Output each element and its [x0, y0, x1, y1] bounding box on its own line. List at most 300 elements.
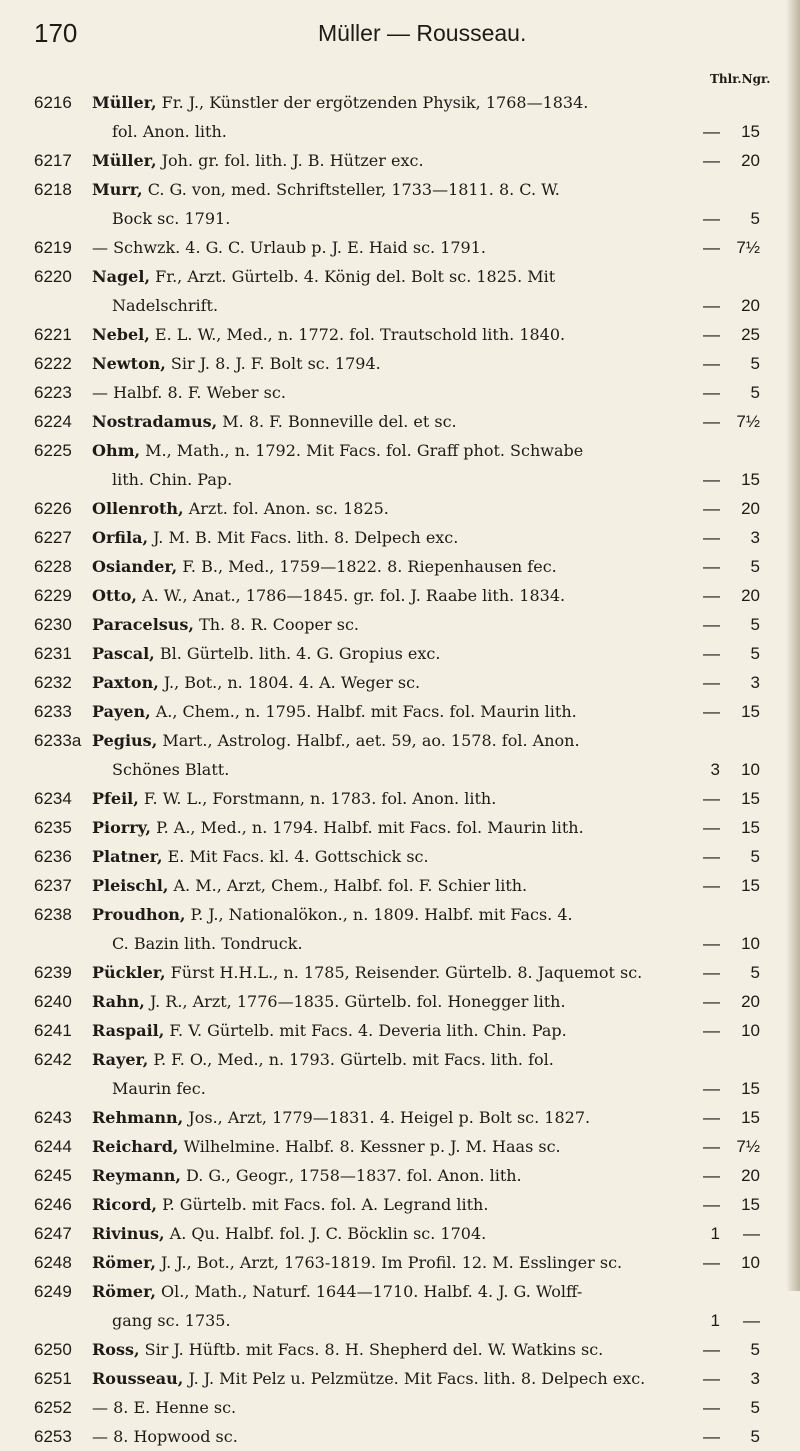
catalog-entry: [0, 842, 800, 871]
entry-continuation-line: [0, 117, 800, 146]
entry-line: [0, 697, 800, 726]
entry-description: Wilhelmine. Halbf. 8. Kessner p. J. M. Haas sc.: [178, 1137, 561, 1156]
price-thaler: —: [703, 238, 720, 257]
entry-line: [0, 987, 800, 1016]
entry-text: [92, 1132, 732, 1161]
entry-description: P. Gürtelb. mit Facs. fol. A. Legrand lith.: [156, 1195, 489, 1214]
entry-name: Müller,: [92, 151, 157, 170]
entry-description: — Schwzk. 4. G. C. Urlaub p. J. E. Haid sc. 1791.: [92, 238, 486, 257]
entry-line: [0, 88, 800, 117]
entry-number: 6244: [34, 1137, 72, 1156]
entry-description: Th. 8. R. Cooper sc.: [193, 615, 359, 634]
price-neugroschen: 5: [750, 1340, 760, 1359]
catalog-entry: [0, 262, 800, 320]
entry-description: E. Mit Facs. kl. 4. Gottschick sc.: [162, 847, 429, 866]
entry-line: [0, 842, 800, 871]
price-neugroschen: 25: [741, 325, 760, 344]
price-thaler: —: [703, 963, 720, 982]
entry-text: [92, 1393, 732, 1422]
entry-line: [0, 1393, 800, 1422]
entry-price: [684, 146, 760, 175]
entry-number: 6234: [34, 789, 72, 808]
entry-text: [112, 1306, 732, 1335]
entry-line: [0, 871, 800, 900]
price-neugroschen: 10: [741, 934, 760, 953]
entry-name: Raspail,: [92, 1021, 165, 1040]
price-thaler: —: [703, 528, 720, 547]
entry-number: 6250: [34, 1340, 72, 1359]
entry-description: J. R., Arzt, 1776—1835. Gürtelb. fol. Honegger lith.: [144, 992, 566, 1011]
price-neugroschen: 20: [741, 499, 760, 518]
entry-description: E. L. W., Med., n. 1772. fol. Trautschold lith. 1840.: [149, 325, 566, 344]
entry-text: [92, 523, 732, 552]
entry-price: [684, 465, 760, 494]
entry-description: J. J., Bot., Arzt, 1763-1819. Im Profil. 12. M. Esslinger sc.: [155, 1253, 623, 1272]
entry-text: [92, 262, 732, 291]
entry-name: Otto,: [92, 586, 137, 605]
entry-number: 6223: [34, 383, 72, 402]
entry-text: [92, 697, 732, 726]
price-neugroschen: 15: [741, 1108, 760, 1127]
price-thaler: —: [703, 992, 720, 1011]
entry-name: Piorry,: [92, 818, 151, 837]
price-neugroschen: 5: [750, 557, 760, 576]
entry-line: [0, 668, 800, 697]
entry-text: [92, 784, 732, 813]
catalog-entry: [0, 1422, 800, 1451]
price-neugroschen: 10: [741, 1253, 760, 1272]
entry-description: Fr., Arzt. Gürtelb. 4. König del. Bolt sc. 1825. Mit: [150, 267, 556, 286]
entry-name: Reymann,: [92, 1166, 181, 1185]
entry-number: 6233a: [34, 731, 82, 750]
catalog-entry: [0, 813, 800, 842]
entry-number: 6231: [34, 644, 72, 663]
price-neugroschen: 20: [741, 992, 760, 1011]
catalog-entry: [0, 552, 800, 581]
entry-text: [92, 407, 732, 436]
running-title: Müller — Rousseau.: [318, 20, 527, 46]
entry-price: [684, 117, 760, 146]
price-neugroschen: 3: [750, 528, 760, 547]
entry-description: Sir J. 8. J. F. Bolt sc. 1794.: [165, 354, 381, 373]
entry-description: Arzt. fol. Anon. sc. 1825.: [183, 499, 389, 518]
entry-line: [0, 1248, 800, 1277]
price-neugroschen: 20: [741, 586, 760, 605]
price-thaler: —: [703, 383, 720, 402]
price-neugroschen: 15: [741, 470, 760, 489]
entry-name: Reichard,: [92, 1137, 179, 1156]
entry-price: [684, 1132, 760, 1161]
entry-text: [112, 291, 732, 320]
price-thaler: —: [703, 1369, 720, 1388]
entry-text: [92, 958, 732, 987]
catalog-entry: [0, 1393, 800, 1422]
entry-description: Bock sc. 1791.: [112, 209, 231, 228]
entry-name: Nebel,: [92, 325, 150, 344]
entry-description: A. M., Arzt, Chem., Halbf. fol. F. Schier lith.: [168, 876, 528, 895]
entry-line: [0, 1161, 800, 1190]
entry-list: [0, 88, 800, 1451]
entry-name: Pegius,: [92, 731, 158, 750]
entry-number: 6221: [34, 325, 72, 344]
entry-description: gang sc. 1735.: [112, 1311, 231, 1330]
price-neugroschen: 5: [750, 209, 760, 228]
entry-text: [92, 1219, 732, 1248]
catalog-entry: [0, 871, 800, 900]
price-thaler: —: [703, 1340, 720, 1359]
entry-number: 6224: [34, 412, 72, 431]
entry-description: Ol., Math., Naturf. 1644—1710. Halbf. 4. J. G. Wolff-: [155, 1282, 583, 1301]
entry-continuation-line: [0, 465, 800, 494]
price-neugroschen: 15: [741, 876, 760, 895]
price-thaler: —: [703, 412, 720, 431]
price-thaler: —: [703, 702, 720, 721]
entry-text: [92, 1335, 732, 1364]
entry-price: [684, 639, 760, 668]
entry-line: [0, 813, 800, 842]
price-neugroschen: 15: [741, 1195, 760, 1214]
entry-price: [684, 320, 760, 349]
entry-description: F. W. L., Forstmann, n. 1783. fol. Anon. lith.: [138, 789, 497, 808]
entry-price: [684, 1219, 760, 1248]
catalog-entry: [0, 523, 800, 552]
entry-name: Newton,: [92, 354, 166, 373]
entry-description: F. B., Med., 1759—1822. 8. Riepenhausen fec.: [177, 557, 557, 576]
catalog-entry: [0, 349, 800, 378]
entry-description: lith. Chin. Pap.: [112, 470, 233, 489]
price-thaler: —: [703, 586, 720, 605]
catalog-entry: [0, 1190, 800, 1219]
entry-price: [684, 1190, 760, 1219]
entry-description: D. G., Geogr., 1758—1837. fol. Anon. lith.: [180, 1166, 522, 1185]
entry-description: Maurin fec.: [112, 1079, 206, 1098]
price-thaler: —: [703, 499, 720, 518]
entry-text: [92, 1422, 732, 1451]
entry-number: 6239: [34, 963, 72, 982]
entry-description: Nadelschrift.: [112, 296, 219, 315]
price-neugroschen: 5: [750, 1398, 760, 1417]
entry-number: 6220: [34, 267, 72, 286]
price-thaler: —: [703, 934, 720, 953]
entry-price: [684, 1103, 760, 1132]
entry-number: 6252: [34, 1398, 72, 1417]
entry-number: 6249: [34, 1282, 72, 1301]
price-neugroschen: 10: [741, 1021, 760, 1040]
price-neugroschen: 3: [750, 1369, 760, 1388]
catalog-entry: [0, 900, 800, 958]
entry-description: Sir J. Hüftb. mit Facs. 8. H. Shepherd del. W. Watkins sc.: [139, 1340, 604, 1359]
entry-name: Rayer,: [92, 1050, 149, 1069]
catalog-entry: [0, 1132, 800, 1161]
entry-line: [0, 1335, 800, 1364]
entry-price: [684, 407, 760, 436]
entry-name: Nagel,: [92, 267, 151, 286]
entry-continuation-line: [0, 204, 800, 233]
entry-line: [0, 494, 800, 523]
entry-price: [684, 987, 760, 1016]
price-neugroschen: 5: [750, 383, 760, 402]
entry-name: Ross,: [92, 1340, 140, 1359]
entry-number: 6240: [34, 992, 72, 1011]
entry-price: [684, 204, 760, 233]
entry-number: 6227: [34, 528, 72, 547]
entry-text: [92, 1248, 732, 1277]
price-thaler: —: [703, 615, 720, 634]
entry-line: [0, 436, 800, 465]
entry-continuation-line: [0, 1074, 800, 1103]
catalog-entry: [0, 726, 800, 784]
catalog-entry: [0, 320, 800, 349]
entry-line: [0, 1045, 800, 1074]
entry-name: Pleischl,: [92, 876, 169, 895]
catalog-entry: [0, 784, 800, 813]
entry-name: Ohm,: [92, 441, 141, 460]
entry-line: [0, 349, 800, 378]
entry-line: [0, 1422, 800, 1451]
entry-number: 6217: [34, 151, 72, 170]
entry-price: [684, 697, 760, 726]
entry-text: [92, 552, 732, 581]
entry-description: A. W., Anat., 1786—1845. gr. fol. J. Raabe lith. 1834.: [136, 586, 566, 605]
price-neugroschen: 3: [750, 673, 760, 692]
entry-line: [0, 1016, 800, 1045]
catalog-entry: [0, 1277, 800, 1335]
price-neugroschen: 15: [741, 789, 760, 808]
catalog-entry: [0, 697, 800, 726]
price-neugroschen: 7½: [736, 1137, 760, 1156]
entry-description: C. G. von, med. Schriftsteller, 1733—1811. 8. C. W.: [142, 180, 560, 199]
catalog-entry: [0, 639, 800, 668]
entry-price: [684, 494, 760, 523]
entry-text: [92, 1045, 732, 1074]
entry-line: [0, 320, 800, 349]
catalog-entry: [0, 1103, 800, 1132]
price-thaler: —: [703, 876, 720, 895]
price-thaler: —: [703, 151, 720, 170]
entry-number: 6237: [34, 876, 72, 895]
entry-price: [684, 929, 760, 958]
entry-price: [684, 1393, 760, 1422]
entry-text: [92, 726, 732, 755]
catalog-entry: [0, 610, 800, 639]
entry-price: [684, 813, 760, 842]
entry-text: [92, 175, 732, 204]
catalog-entry: [0, 1364, 800, 1393]
price-thaler: —: [703, 296, 720, 315]
catalog-entry: [0, 958, 800, 987]
price-thaler: —: [703, 673, 720, 692]
entry-text: [92, 1364, 732, 1393]
entry-description: Mart., Astrolog. Halbf., aet. 59, ao. 1578. fol. Anon.: [157, 731, 580, 750]
entry-number: 6253: [34, 1427, 72, 1446]
entry-name: Osiander,: [92, 557, 178, 576]
price-thaler: —: [703, 557, 720, 576]
entry-name: Müller,: [92, 93, 157, 112]
price-thaler: —: [703, 1427, 720, 1446]
entry-name: Payen,: [92, 702, 151, 721]
entry-description: A., Chem., n. 1795. Halbf. mit Facs. fol. Maurin lith.: [150, 702, 577, 721]
price-neugroschen: 7½: [736, 238, 760, 257]
entry-price: [684, 1306, 760, 1335]
entry-text: [112, 117, 732, 146]
entry-line: [0, 784, 800, 813]
entry-text: [112, 465, 732, 494]
entry-name: Orfila,: [92, 528, 149, 547]
entry-description: Bl. Gürtelb. lith. 4. G. Gropius exc.: [154, 644, 441, 663]
entry-line: [0, 407, 800, 436]
entry-price: [684, 755, 760, 784]
price-neugroschen: 5: [750, 644, 760, 663]
price-neugroschen: 15: [741, 122, 760, 141]
entry-line: [0, 233, 800, 262]
entry-text: [92, 610, 732, 639]
price-neugroschen: 5: [750, 963, 760, 982]
entry-price: [684, 233, 760, 262]
entry-text: [92, 639, 732, 668]
entry-number: 6226: [34, 499, 72, 518]
entry-text: [92, 871, 732, 900]
entry-name: Paxton,: [92, 673, 159, 692]
catalog-entry: [0, 1335, 800, 1364]
price-thaler: —: [703, 209, 720, 228]
entry-line: [0, 1219, 800, 1248]
entry-continuation-line: [0, 929, 800, 958]
catalog-entry: [0, 1016, 800, 1045]
entry-number: 6238: [34, 905, 72, 924]
catalog-entry: [0, 378, 800, 407]
price-neugroschen: 15: [741, 702, 760, 721]
entry-description: Jos., Arzt, 1779—1831. 4. Heigel p. Bolt sc. 1827.: [183, 1108, 591, 1127]
entry-line: [0, 610, 800, 639]
entry-number: 6248: [34, 1253, 72, 1272]
entry-description: C. Bazin lith. Tondruck.: [112, 934, 303, 953]
entry-number: 6247: [34, 1224, 72, 1243]
entry-number: 6225: [34, 441, 72, 460]
price-thaler: —: [703, 1079, 720, 1098]
price-thaler: —: [703, 470, 720, 489]
catalog-entry: [0, 436, 800, 494]
entry-price: [684, 581, 760, 610]
entry-description: M. 8. F. Bonneville del. et sc.: [217, 412, 457, 431]
price-neugroschen: 20: [741, 1166, 760, 1185]
entry-text: [92, 1103, 732, 1132]
entry-description: F. V. Gürtelb. mit Facs. 4. Deveria lith. Chin. Pap.: [164, 1021, 567, 1040]
entry-text: [92, 900, 732, 929]
price-thaler: —: [703, 1166, 720, 1185]
catalog-entry: [0, 1161, 800, 1190]
price-thaler: —: [703, 354, 720, 373]
catalog-entry: [0, 88, 800, 146]
entry-number: 6243: [34, 1108, 72, 1127]
entry-description: — 8. Hopwood sc.: [92, 1427, 238, 1446]
entry-price: [684, 1364, 760, 1393]
catalog-entry: [0, 233, 800, 262]
price-neugroschen: —: [743, 1311, 760, 1330]
entry-description: A. Qu. Halbf. fol. J. C. Böcklin sc. 1704.: [164, 1224, 487, 1243]
entry-name: Rousseau,: [92, 1369, 184, 1388]
entry-text: [92, 1190, 732, 1219]
price-thaler: —: [703, 122, 720, 141]
entry-name: Römer,: [92, 1253, 156, 1272]
entry-price: [684, 378, 760, 407]
entry-line: [0, 726, 800, 755]
catalog-entry: [0, 407, 800, 436]
price-neugroschen: 7½: [736, 412, 760, 431]
entry-text: [112, 755, 732, 784]
entry-text: [92, 813, 732, 842]
entry-name: Pückler,: [92, 963, 166, 982]
entry-number: 6236: [34, 847, 72, 866]
price-neugroschen: —: [743, 1224, 760, 1243]
entry-price: [684, 291, 760, 320]
entry-number: 6219: [34, 238, 72, 257]
entry-description: fol. Anon. lith.: [112, 122, 227, 141]
catalog-entry: [0, 146, 800, 175]
entry-line: [0, 552, 800, 581]
entry-number: 6251: [34, 1369, 72, 1388]
entry-number: 6242: [34, 1050, 72, 1069]
entry-description: M., Math., n. 1792. Mit Facs. fol. Graff phot. Schwabe: [140, 441, 584, 460]
entry-text: [112, 929, 732, 958]
entry-continuation-line: [0, 1306, 800, 1335]
entry-text: [92, 378, 732, 407]
entry-line: [0, 1364, 800, 1393]
entry-line: [0, 1132, 800, 1161]
price-thaler: —: [703, 1137, 720, 1156]
entry-name: Rehmann,: [92, 1108, 184, 1127]
entry-description: — 8. E. Henne sc.: [92, 1398, 237, 1417]
entry-description: P. J., Nationalökon., n. 1809. Halbf. mit Facs. 4.: [185, 905, 573, 924]
entry-line: [0, 581, 800, 610]
price-neugroschen: 20: [741, 151, 760, 170]
entry-number: 6222: [34, 354, 72, 373]
price-neugroschen: 10: [741, 760, 760, 779]
entry-price: [684, 668, 760, 697]
entry-price: [684, 784, 760, 813]
entry-name: Römer,: [92, 1282, 156, 1301]
price-thaler: 3: [710, 760, 720, 779]
entry-number: 6229: [34, 586, 72, 605]
entry-line: [0, 175, 800, 204]
entry-number: 6228: [34, 557, 72, 576]
entry-text: [92, 581, 732, 610]
entry-line: [0, 146, 800, 175]
price-neugroschen: 5: [750, 354, 760, 373]
entry-text: [92, 88, 732, 117]
catalog-entry: [0, 1248, 800, 1277]
catalog-entry: [0, 581, 800, 610]
entry-continuation-line: [0, 755, 800, 784]
entry-price: [684, 1016, 760, 1045]
price-neugroschen: 15: [741, 1079, 760, 1098]
price-thaler: —: [703, 644, 720, 663]
entry-name: Rahn,: [92, 992, 145, 1011]
price-thaler: —: [703, 1195, 720, 1214]
entry-text: [112, 204, 732, 233]
entry-text: [92, 320, 732, 349]
entry-number: 6235: [34, 818, 72, 837]
entry-name: Pascal,: [92, 644, 155, 663]
entry-name: Nostradamus,: [92, 412, 218, 431]
entry-description: Fr. J., Künstler der ergötzenden Physik, 1768—1834.: [156, 93, 589, 112]
currency-label: Thlr.Ngr.: [710, 72, 771, 86]
entry-name: Paracelsus,: [92, 615, 194, 634]
price-thaler: —: [703, 1398, 720, 1417]
entry-name: Platner,: [92, 847, 163, 866]
entry-line: [0, 523, 800, 552]
entry-price: [684, 1248, 760, 1277]
entry-description: — Halbf. 8. F. Weber sc.: [92, 383, 286, 402]
